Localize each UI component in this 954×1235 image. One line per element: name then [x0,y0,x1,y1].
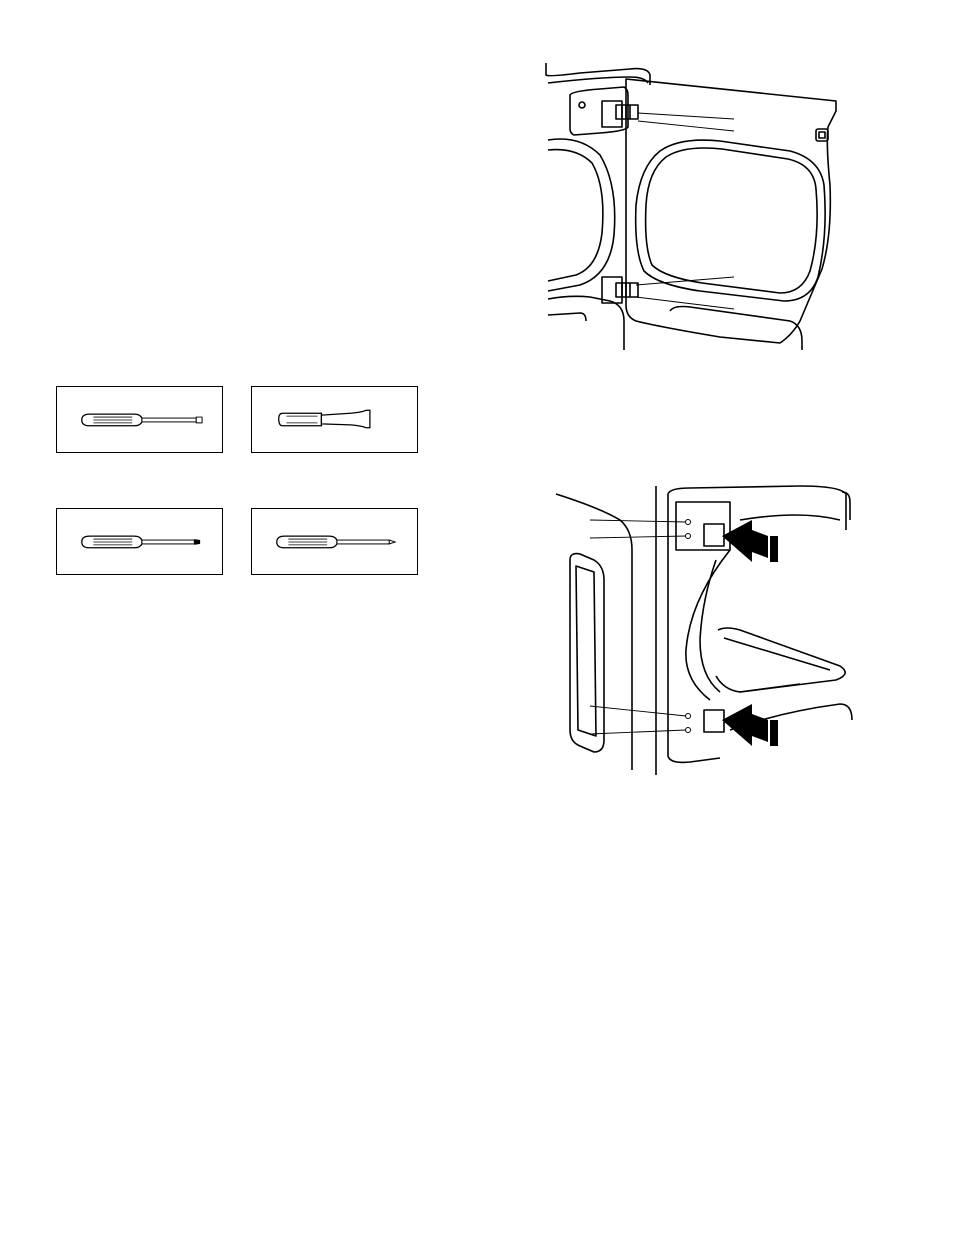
upper-arrow-icon [722,520,768,562]
lower-arrow-icon [722,704,768,746]
phillips-screwdriver-icon [252,509,417,574]
figure-hole-plugs [540,480,860,775]
figure-hinge-removal [540,55,840,350]
tool-torx-screwdriver [56,508,223,575]
tool-putty-knife [251,386,418,453]
putty-knife-icon [252,387,417,452]
flat-blade-screwdriver-icon [57,387,222,452]
dryer-door-hinges-illustration [540,55,840,350]
dryer-front-hole-plugs-illustration [540,480,860,775]
tool-flat-blade-screwdriver [56,386,223,453]
tool-phillips-screwdriver [251,508,418,575]
torx-screwdriver-icon [57,509,222,574]
